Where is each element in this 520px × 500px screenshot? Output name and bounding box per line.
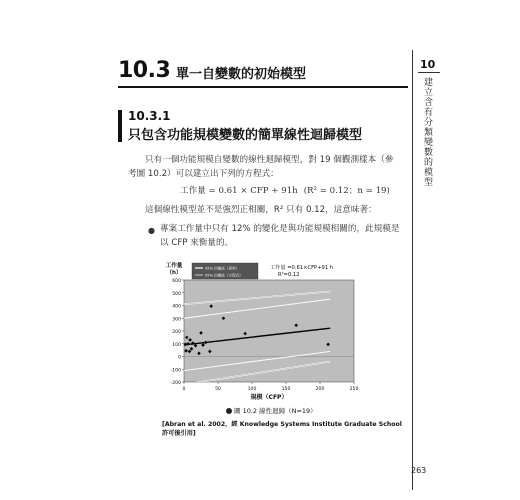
x-tick-label: 250 [349, 387, 359, 392]
x-tick-label: 0 [182, 387, 186, 392]
legend-label-equation: 95% 信賴區（方程式） [205, 273, 243, 278]
y-tick-label: 500 [172, 291, 181, 297]
x-tick-label: 50 [215, 387, 221, 392]
x-tick-label: 150 [281, 387, 291, 392]
y-axis-unit: （h） [166, 270, 182, 276]
figure-caption-text: 圖 10.2 線性迴歸（N=19） [234, 407, 317, 415]
x-tick-label: 100 [247, 387, 257, 392]
subsection-title: 只包含功能規模變數的簡單線性迴歸模型 [128, 128, 363, 143]
side-tab-rule [418, 72, 440, 73]
bullet-icon: ● [148, 226, 155, 235]
legend-label-data: 95% 信賴區（資料） [205, 266, 240, 271]
figure-caption [226, 406, 317, 415]
x-tick-label: 200 [315, 387, 325, 392]
side-tab-number: 10 [420, 58, 436, 71]
figure-bullet-icon [226, 408, 232, 414]
section-number: 10.3 [118, 58, 171, 83]
body-paragraph-1: 只有一個功能規模自變數的線性迴歸模型，對 19 個觀測樣本（參考圖 10.2）可以建立出下列的方程式： [128, 155, 394, 179]
y-tick-label: -100 [170, 368, 181, 374]
section-heading: 單一自變數的初始模型 [176, 67, 307, 82]
chapter-section-header [118, 58, 408, 88]
plot-area [184, 280, 354, 382]
scatter-chart-svg [160, 258, 390, 408]
scatter-chart [160, 258, 390, 408]
bullet-item: 專案工作量中只有 12% 的變化是與功能規模相關的，此規模是以 CFP 來衡量的。 [160, 224, 400, 248]
y-tick-label: 200 [172, 330, 181, 335]
fit-annotation-r2: R²=0.12 [278, 272, 300, 278]
x-axis-label: 規模（CFP） [250, 394, 288, 401]
body-paragraph-2: 這個線性模型並不是強烈正相關，R² 只有 0.12，這意味著： [145, 205, 377, 215]
page-number: 263 [411, 466, 427, 475]
y-tick-label: 0 [178, 355, 181, 361]
regression-formula [180, 184, 400, 196]
figure-source: [Abran et al. 2002，經 Knowledge Systems Institute Graduate School 許可後引用] [162, 421, 402, 437]
y-tick-label: 400 [172, 304, 181, 310]
fit-annotation-equation: 工作量 =0.61×CFP+91 h [270, 265, 334, 271]
formula-statistics: (R² = 0.12；n = 19) [303, 186, 390, 196]
y-axis-label: 工作量 [165, 263, 183, 269]
y-tick-label: 300 [172, 317, 181, 323]
subsection-marker [118, 110, 122, 142]
header-rule [118, 86, 408, 88]
side-tab-chapter-title: 建立含有分類變數的模型 [424, 78, 434, 188]
margin-divider [412, 50, 413, 490]
y-tick-label: -200 [170, 381, 181, 386]
y-tick-label: 600 [172, 279, 181, 284]
y-tick-label: 100 [172, 342, 181, 348]
formula-equation: 工作量 = 0.61 × CFP + 91h [180, 186, 298, 196]
subsection-number: 10.3.1 [128, 109, 171, 123]
